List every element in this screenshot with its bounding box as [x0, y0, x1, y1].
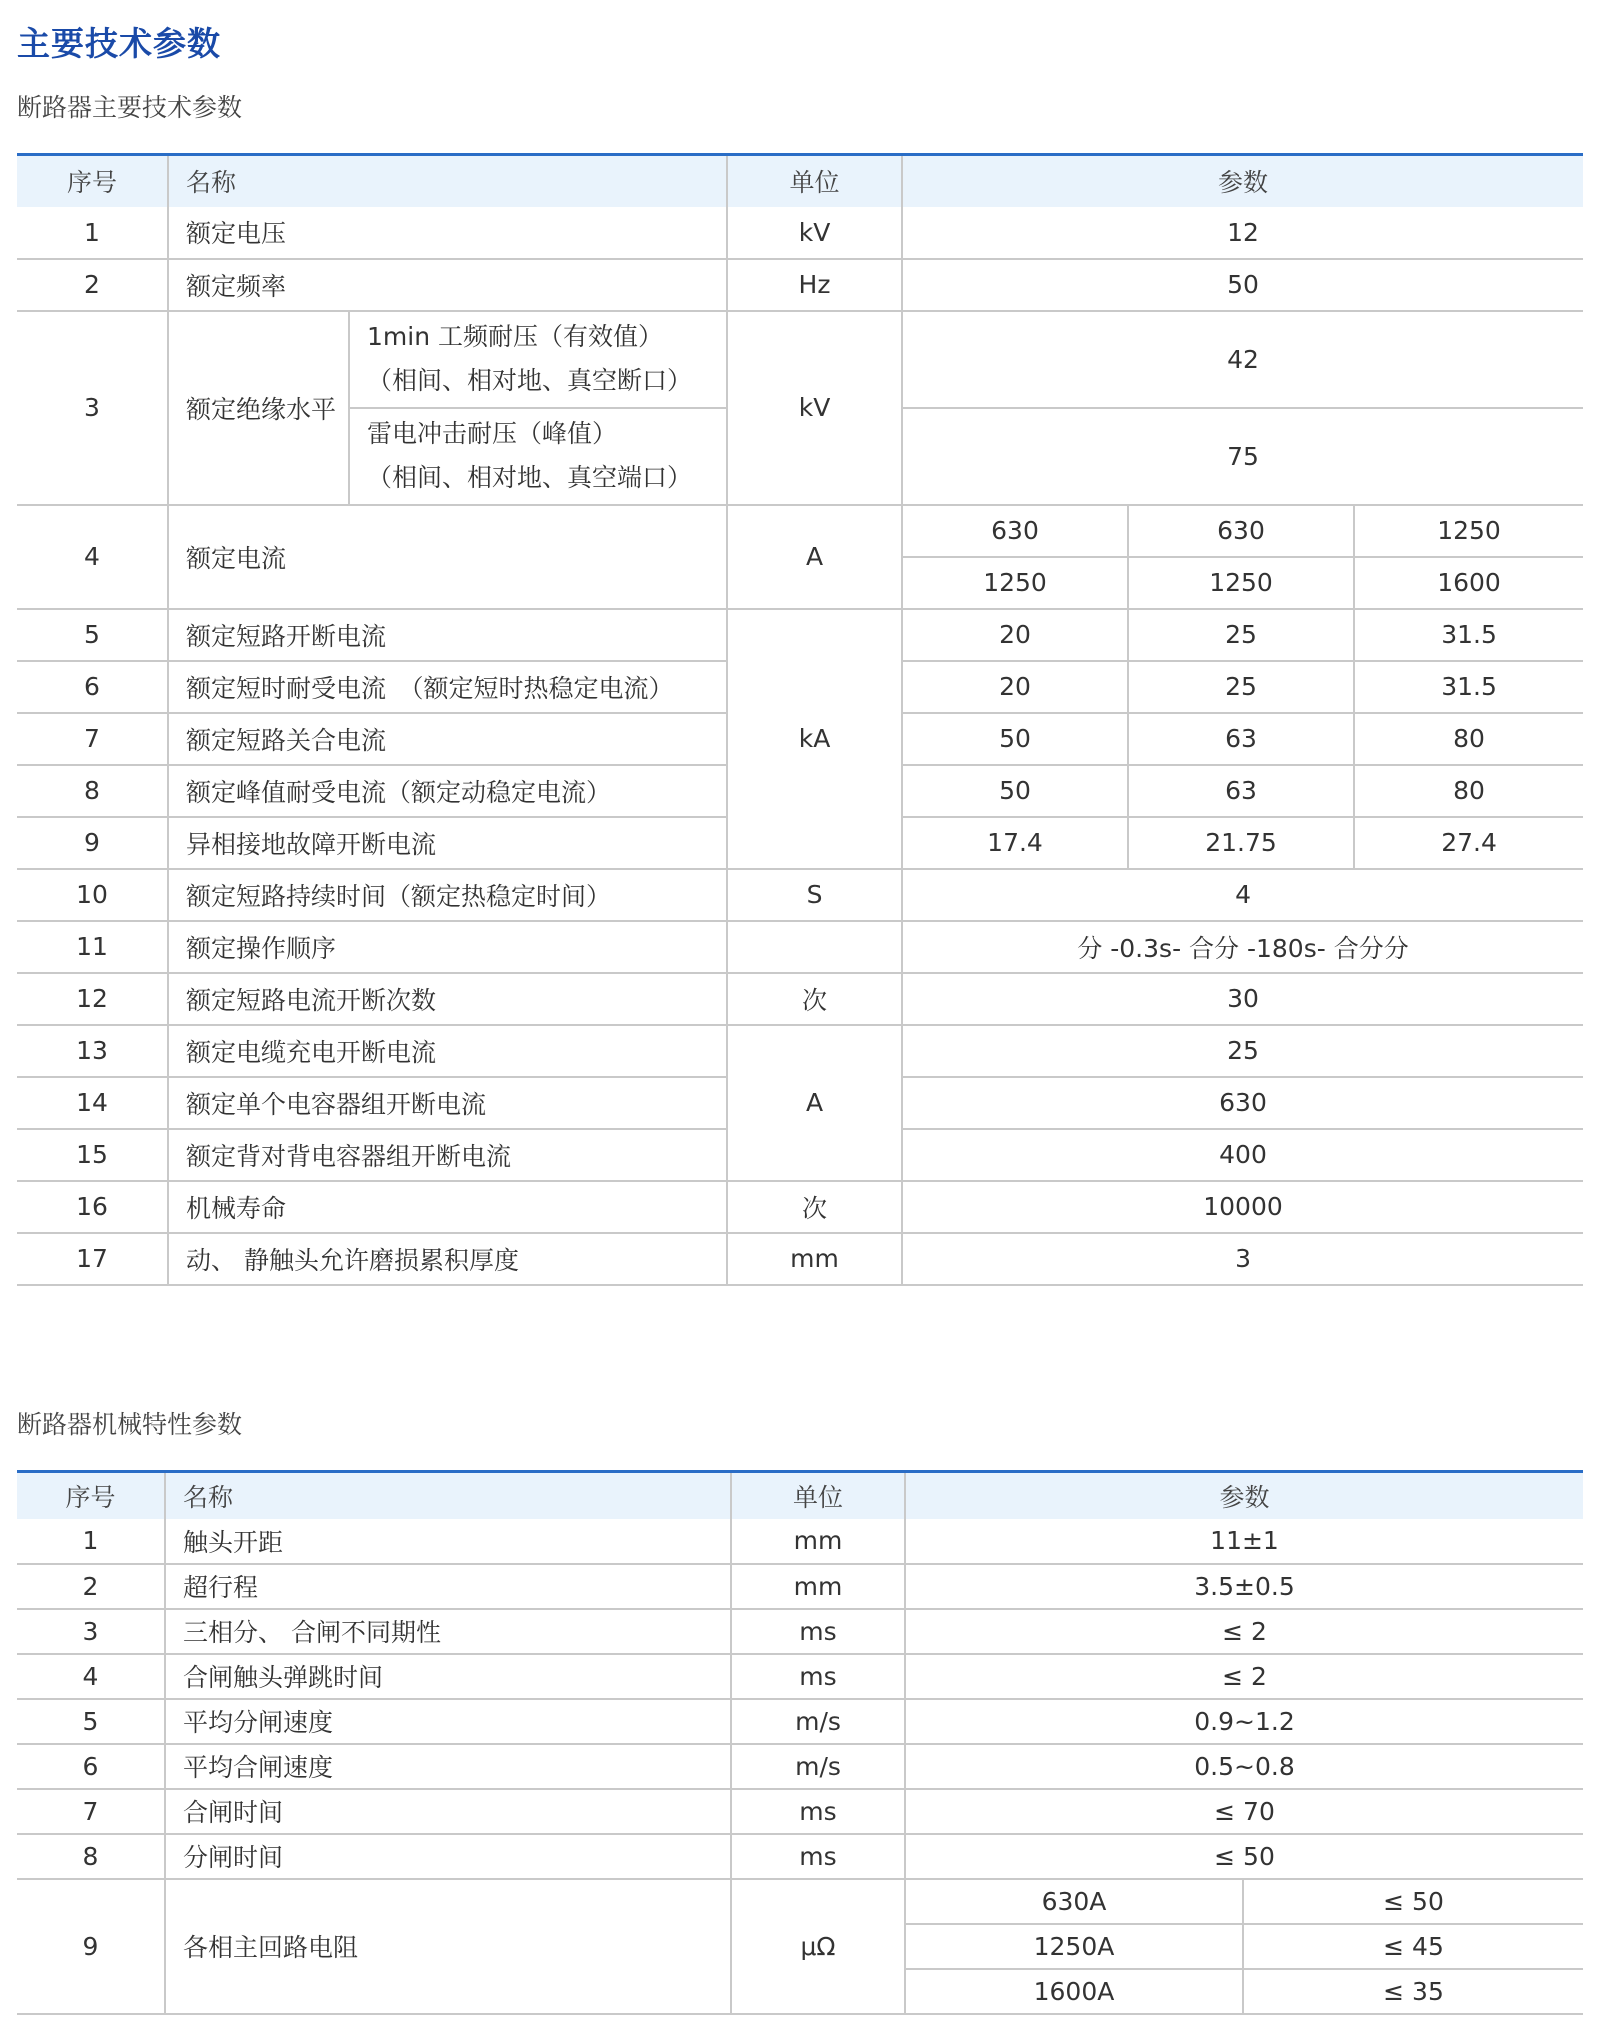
row-value: 630: [902, 1077, 1583, 1129]
row-value: 75: [902, 408, 1583, 505]
row-value: 3.5±0.5: [905, 1564, 1583, 1609]
header-value: 参数: [905, 1472, 1583, 1519]
row-name: 动、 静触头允许磨损累积厚度: [168, 1233, 727, 1285]
header-value: 参数: [902, 155, 1583, 207]
row-no: 5: [17, 1699, 165, 1744]
mechanical-parameters-table: [17, 1470, 1583, 2015]
row-name: 异相接地故障开断电流: [168, 817, 727, 869]
row-no: 11: [17, 921, 168, 973]
row-value: 63: [1128, 713, 1354, 765]
row-no: 4: [17, 1654, 165, 1699]
row-no: 9: [17, 817, 168, 869]
row-unit: mm: [731, 1564, 905, 1609]
row-name: 额定短时耐受电流 （额定短时热稳定电流）: [168, 661, 727, 713]
row-value: 20: [902, 661, 1128, 713]
table-row: [17, 1233, 1583, 1285]
row-unit: 次: [727, 973, 902, 1025]
row-unit: kV: [727, 311, 902, 505]
row-name: 额定短路开断电流: [168, 609, 727, 661]
row-value: 17.4: [902, 817, 1128, 869]
table-row: [17, 1519, 1583, 1564]
header-no: 序号: [17, 155, 168, 207]
row-no: 7: [17, 1789, 165, 1834]
row-unit: kV: [727, 207, 902, 259]
row-value: 1600: [1354, 557, 1583, 609]
row-name: 额定电压: [168, 207, 727, 259]
row-name: 平均分闸速度: [165, 1699, 731, 1744]
row-value: 20: [902, 609, 1128, 661]
row-value: 25: [1128, 661, 1354, 713]
table-row: [17, 1609, 1583, 1654]
row-name: 合闸触头弹跳时间: [165, 1654, 731, 1699]
row-value: 31.5: [1354, 609, 1583, 661]
row-unit: 次: [727, 1181, 902, 1233]
row-name: 额定短路电流开断次数: [168, 973, 727, 1025]
row-unit: [727, 921, 902, 973]
table-row: [17, 609, 1583, 661]
row-name: 额定电流: [168, 505, 727, 609]
row-no: 2: [17, 259, 168, 311]
table-row: [17, 1564, 1583, 1609]
insulation-sub2-line1: 雷电冲击耐压（峰值）: [367, 419, 618, 448]
row-no: 8: [17, 765, 168, 817]
row-value: 21.75: [1128, 817, 1354, 869]
row-value: 1250: [1354, 505, 1583, 557]
row-no: 10: [17, 869, 168, 921]
insulation-sub1-line1: 1min 工频耐压（有效值）: [367, 322, 663, 351]
resistance-current: 1250A: [905, 1924, 1243, 1969]
resistance-value: ≤ 35: [1243, 1969, 1583, 2014]
row-value: 0.9~1.2: [905, 1699, 1583, 1744]
row-name: 机械寿命: [168, 1181, 727, 1233]
row-unit: m/s: [731, 1699, 905, 1744]
table-row: [17, 505, 1583, 557]
row-name: 合闸时间: [165, 1789, 731, 1834]
table-row: [17, 1789, 1583, 1834]
row-value: 25: [1128, 609, 1354, 661]
table-header-row: [17, 155, 1583, 207]
row-value: 42: [902, 311, 1583, 408]
table-row: [17, 311, 1583, 408]
row-name: 额定频率: [168, 259, 727, 311]
row-name: 三相分、 合闸不同期性: [165, 1609, 731, 1654]
row-name: 各相主回路电阻: [165, 1879, 731, 2014]
row-unit: ms: [731, 1834, 905, 1879]
row-no: 17: [17, 1233, 168, 1285]
row-value: 63: [1128, 765, 1354, 817]
row-unit: mm: [731, 1519, 905, 1564]
row-unit: m/s: [731, 1744, 905, 1789]
row-unit: kA: [727, 609, 902, 869]
row-value: 11±1: [905, 1519, 1583, 1564]
row-value: 分 -0.3s- 合分 -180s- 合分分: [902, 921, 1583, 973]
resistance-current: 630A: [905, 1879, 1243, 1924]
row-no: 16: [17, 1181, 168, 1233]
row-value: 400: [902, 1129, 1583, 1181]
table1-caption: 断路器主要技术参数: [17, 93, 243, 122]
row-no: 6: [17, 661, 168, 713]
row-unit: ms: [731, 1789, 905, 1834]
table-row: [17, 973, 1583, 1025]
row-value: ≤ 2: [905, 1609, 1583, 1654]
table-row: [17, 259, 1583, 311]
row-value: 10000: [902, 1181, 1583, 1233]
row-no: 3: [17, 1609, 165, 1654]
row-unit: mm: [727, 1233, 902, 1285]
row-value: ≤ 70: [905, 1789, 1583, 1834]
row-unit: A: [727, 505, 902, 609]
insulation-sub2-line2: （相间、相对地、真空端口）: [367, 463, 693, 492]
row-name: 触头开距: [165, 1519, 731, 1564]
row-value: 3: [902, 1233, 1583, 1285]
resistance-current: 1600A: [905, 1969, 1243, 2014]
row-unit: A: [727, 1025, 902, 1181]
row-unit: μΩ: [731, 1879, 905, 2014]
row-value: 630: [902, 505, 1128, 557]
row-value: ≤ 2: [905, 1654, 1583, 1699]
row-no: 3: [17, 311, 168, 505]
main-parameters-table: [17, 153, 1583, 1286]
row-no: 2: [17, 1564, 165, 1609]
insulation-sub1: [349, 311, 727, 408]
row-name: 额定操作顺序: [168, 921, 727, 973]
row-value: 50: [902, 765, 1128, 817]
row-value: 31.5: [1354, 661, 1583, 713]
row-no: 12: [17, 973, 168, 1025]
header-name: 名称: [168, 155, 727, 207]
row-value: 50: [902, 713, 1128, 765]
header-unit: 单位: [731, 1472, 905, 1519]
insulation-sub1-line2: （相间、相对地、真空断口）: [367, 366, 693, 395]
table-row: [17, 1834, 1583, 1879]
table-row: [17, 1025, 1583, 1077]
table-row: [17, 207, 1583, 259]
row-name: 额定电缆充电开断电流: [168, 1025, 727, 1077]
row-unit: S: [727, 869, 902, 921]
insulation-sub2: [349, 408, 727, 505]
row-value: ≤ 50: [905, 1834, 1583, 1879]
table2-caption: 断路器机械特性参数: [17, 1410, 243, 1439]
row-value: 30: [902, 973, 1583, 1025]
table-header-row: [17, 1472, 1583, 1519]
table-row: [17, 1654, 1583, 1699]
row-no: 7: [17, 713, 168, 765]
header-unit: 单位: [727, 155, 902, 207]
header-name: 名称: [165, 1472, 731, 1519]
row-value: 25: [902, 1025, 1583, 1077]
row-value: 1250: [1128, 557, 1354, 609]
row-no: 4: [17, 505, 168, 609]
row-value: 630: [1128, 505, 1354, 557]
row-no: 15: [17, 1129, 168, 1181]
resistance-value: ≤ 45: [1243, 1924, 1583, 1969]
row-unit: ms: [731, 1654, 905, 1699]
table-row: [17, 1181, 1583, 1233]
table-row: [17, 1699, 1583, 1744]
row-name: 分闸时间: [165, 1834, 731, 1879]
table-row: [17, 1744, 1583, 1789]
row-no: 9: [17, 1879, 165, 2014]
row-name: 额定短路关合电流: [168, 713, 727, 765]
row-name: 平均合闸速度: [165, 1744, 731, 1789]
table-row: [17, 1879, 1583, 1924]
row-value: 80: [1354, 765, 1583, 817]
row-no: 8: [17, 1834, 165, 1879]
table-row: [17, 869, 1583, 921]
row-value: 12: [902, 207, 1583, 259]
row-no: 13: [17, 1025, 168, 1077]
row-name: 额定单个电容器组开断电流: [168, 1077, 727, 1129]
row-value: 50: [902, 259, 1583, 311]
page-title: 主要技术参数: [17, 24, 221, 63]
row-unit: Hz: [727, 259, 902, 311]
row-name: 额定绝缘水平: [168, 311, 349, 505]
row-value: 0.5~0.8: [905, 1744, 1583, 1789]
row-name: 额定峰值耐受电流（额定动稳定电流）: [168, 765, 727, 817]
row-no: 14: [17, 1077, 168, 1129]
row-value: 27.4: [1354, 817, 1583, 869]
row-name: 额定短路持续时间（额定热稳定时间）: [168, 869, 727, 921]
table-row: [17, 921, 1583, 973]
row-name: 超行程: [165, 1564, 731, 1609]
resistance-value: ≤ 50: [1243, 1879, 1583, 1924]
header-no: 序号: [17, 1472, 165, 1519]
row-no: 1: [17, 1519, 165, 1564]
row-no: 6: [17, 1744, 165, 1789]
row-value: 1250: [902, 557, 1128, 609]
row-no: 1: [17, 207, 168, 259]
row-value: 80: [1354, 713, 1583, 765]
row-unit: ms: [731, 1609, 905, 1654]
row-no: 5: [17, 609, 168, 661]
row-name: 额定背对背电容器组开断电流: [168, 1129, 727, 1181]
row-value: 4: [902, 869, 1583, 921]
